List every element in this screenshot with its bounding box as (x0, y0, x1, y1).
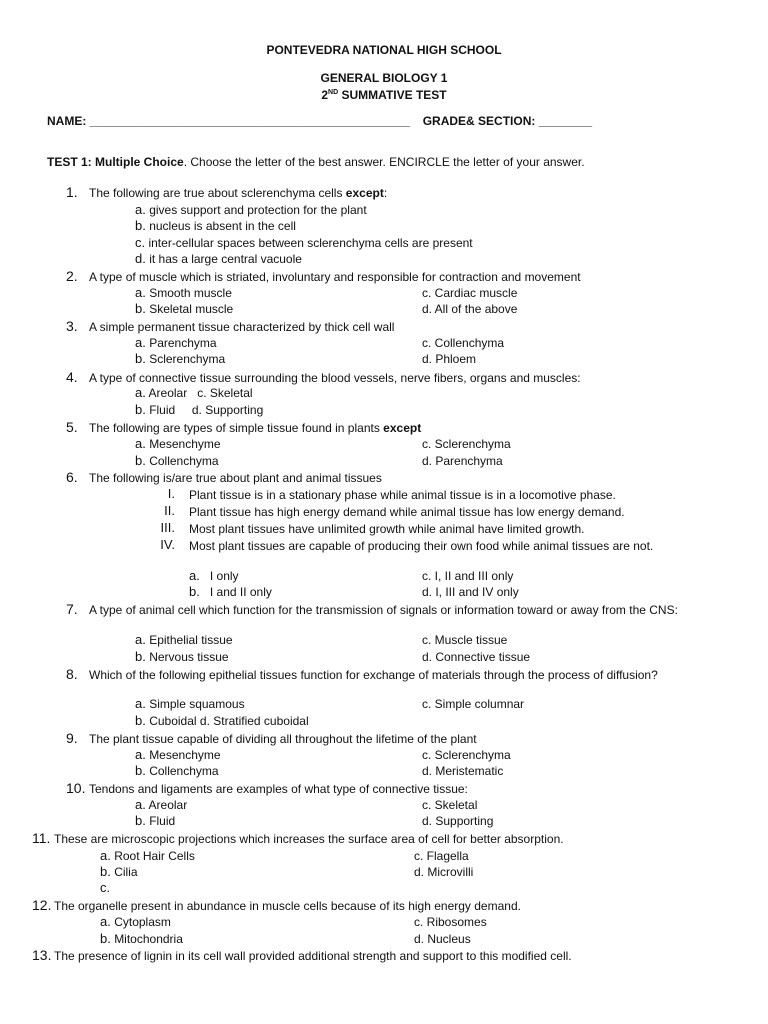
choice-d: d. I, III and IV only (422, 585, 519, 599)
question-number: 2. (66, 268, 78, 284)
name-row (47, 113, 592, 129)
instructions-text: . Choose the letter of the best answer. ENCIRCLE the letter of your answer. (183, 155, 585, 169)
choice-a: a. Mesenchyme (135, 747, 221, 762)
choice-a: a. Epithelial tissue (135, 632, 233, 647)
choice-b: b. Cuboidal d. Stratified cuboidal (135, 713, 309, 728)
name-label: NAME: (47, 114, 90, 128)
choice-d: d. Phloem (422, 352, 477, 366)
choice-a: a. Mesenchyme (135, 436, 221, 451)
choice-b: b. Mitochondria (100, 931, 183, 946)
choice-a: a. I only (189, 568, 239, 583)
choice-c: c. Cardiac muscle (422, 286, 518, 300)
question-text: These are microscopic projections which increases the surface area of cell for better absorption. (54, 832, 564, 846)
question-number: 7. (66, 601, 78, 617)
choice-d: d. Connective tissue (422, 650, 531, 664)
choice-b: b. Collenchyma (135, 453, 219, 468)
choice-b: b. Cilia (100, 864, 138, 879)
choice-a: a. gives support and protection for the plant (135, 202, 367, 217)
choice-a: a. Areolar c. Skeletal (135, 385, 253, 400)
choice-a: a. Simple squamous (135, 696, 245, 711)
question-text: Which of the following epithelial tissues function for exchange of materials through the process of diffusion? (89, 668, 658, 682)
choice-c: c. Skeletal (422, 798, 478, 812)
choice-b: b. I and II only (189, 584, 272, 599)
statement-text: Most plant tissues are capable of producing their own food while animal tissues are not. (189, 539, 654, 553)
choice-d: d. Nucleus (414, 932, 471, 946)
choice-d: d. it has a large central vacuole (135, 251, 302, 266)
grade-label: GRADE& SECTION: (422, 114, 539, 128)
choice-a: a. Root Hair Cells (100, 848, 195, 863)
test-title-text: SUMMATIVE TEST (338, 88, 447, 102)
choice-d: d. Parenchyma (422, 454, 503, 468)
question-number: 8. (66, 666, 78, 682)
choice-c: c. Muscle tissue (422, 633, 508, 647)
instructions (47, 154, 585, 170)
choice-c: c. I, II and III only (422, 569, 514, 583)
question-number: 10. (66, 780, 86, 796)
choice-d: d. Meristematic (422, 764, 504, 778)
roman-numeral: II. (164, 503, 175, 518)
question-text: Tendons and ligaments are examples of what type of connective tissue: (89, 782, 468, 796)
statement-text: Plant tissue is in a stationary phase while animal tissue is in a locomotive phase. (189, 488, 616, 502)
choice-d: d. Microvilli (414, 865, 474, 879)
roman-numeral: IV. (160, 537, 175, 552)
test-title (0, 85, 768, 103)
question-number: 1. (66, 184, 78, 200)
test-superscript: ND (328, 89, 339, 96)
question-text: The following are types of simple tissue found in plants except (89, 421, 422, 435)
choice-c: c. Collenchyma (422, 336, 505, 350)
question-number: 11. (32, 830, 51, 846)
roman-numeral: III. (160, 520, 175, 535)
question-text: A type of muscle which is striated, involuntary and responsible for contraction and movement (89, 270, 581, 284)
choice-b: b. nucleus is absent in the cell (135, 218, 296, 233)
choice-c: c. inter-cellular spaces between sclerenchyma cells are present (135, 235, 473, 250)
choice-a: a. Parenchyma (135, 335, 217, 350)
choice-c: c. Ribosomes (414, 915, 487, 929)
choice-b: b. Fluid d. Supporting (135, 402, 264, 417)
choice-a: a. Areolar (135, 797, 188, 812)
question-text: A type of connective tissue surrounding the blood vessels, nerve fibers, organs and muscles: (89, 371, 581, 385)
choice-c: c. Flagella (414, 849, 469, 863)
question-text: The following are true about sclerenchyma cells except: (89, 186, 388, 200)
question-text: The organelle present in abundance in muscle cells because of its high energy demand. (54, 899, 521, 913)
name-line: ________________________________________________ (89, 114, 411, 128)
choice-a: a. Smooth muscle (135, 285, 232, 300)
test-ordinal: 2 (321, 88, 329, 102)
statement-text: Plant tissue has high energy demand while animal tissue has low energy demand. (189, 505, 625, 519)
grade-line: ________ (538, 114, 593, 128)
choice-b: b. Sclerenchyma (135, 351, 226, 366)
question-text: A simple permanent tissue characterized by thick cell wall (89, 320, 395, 334)
question-number: 12. (32, 897, 52, 913)
subject-title: GENERAL BIOLOGY 1 (320, 71, 448, 85)
choice-b: b. Collenchyma (135, 763, 219, 778)
question-number: 4. (66, 369, 78, 385)
instructions-label: TEST 1: Multiple Choice (47, 155, 184, 169)
choice-c: c. Simple columnar (422, 697, 525, 711)
question-text: The following is/are true about plant and animal tissues (89, 471, 382, 485)
choice-a: a. Cytoplasm (100, 914, 171, 929)
statement-text: Most plant tissues have unlimited growth while animal have limited growth. (189, 522, 585, 536)
question-text: The plant tissue capable of dividing all throughout the lifetime of the plant (89, 732, 477, 746)
choice-d: d. All of the above (422, 302, 518, 316)
question-text: The presence of lignin in its cell wall provided additional strength and support to this modified cell. (54, 949, 572, 963)
question-number: 9. (66, 730, 78, 746)
question-number: 13. (32, 947, 52, 963)
choice-b: b. Skeletal muscle (135, 301, 234, 316)
school-name: PONTEVEDRA NATIONAL HIGH SCHOOL (266, 43, 502, 57)
question-number: 5. (66, 419, 78, 435)
question-number: 6. (66, 469, 78, 485)
roman-numeral: I. (167, 486, 175, 501)
choice-c: c. Sclerenchyma (422, 437, 511, 451)
question-number: 3. (66, 318, 78, 334)
choice-b: b. Fluid (135, 813, 176, 828)
choice-c-empty: c. (100, 880, 111, 895)
choice-b: b. Nervous tissue (135, 649, 229, 664)
choice-c: c. Sclerenchyma (422, 748, 511, 762)
question-text: A type of animal cell which function for the transmission of signals or information toward or away from the CNS: (89, 603, 678, 617)
choice-d: d. Supporting (422, 814, 494, 828)
